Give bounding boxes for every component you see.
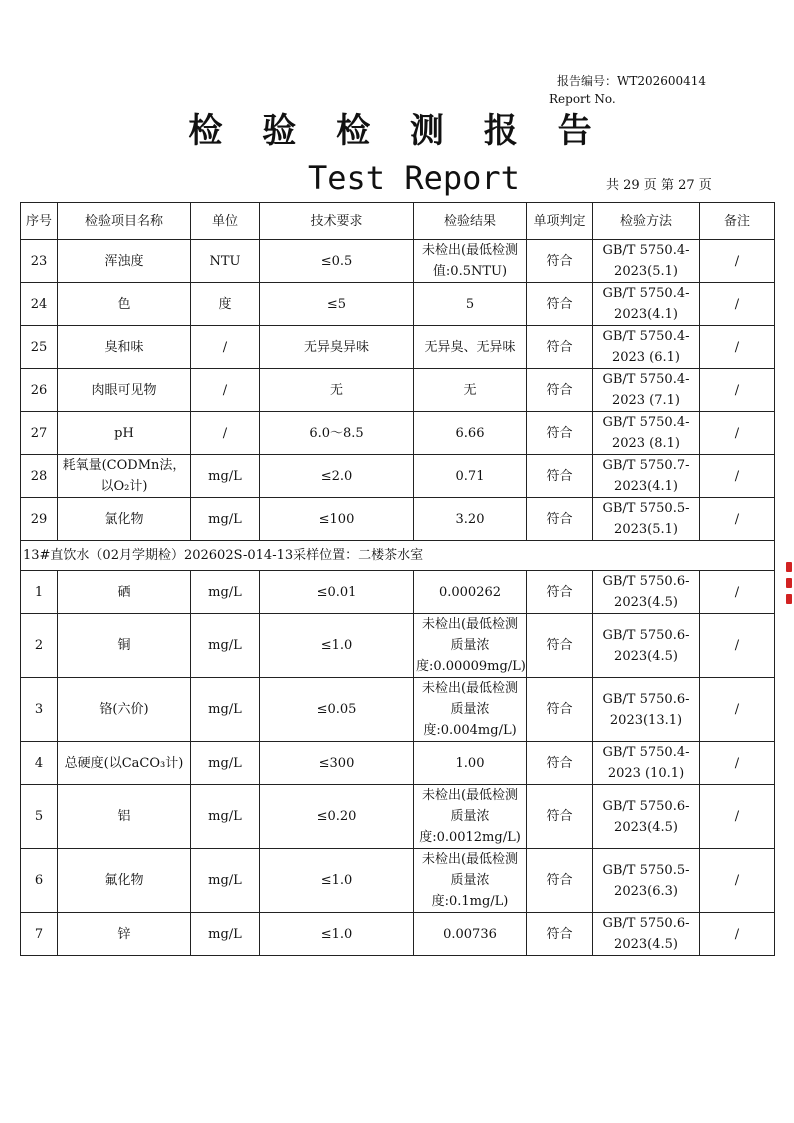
section-header-row xyxy=(21,541,775,571)
title-chinese: 检 验 检 测 报 告 xyxy=(188,111,606,151)
col-header-unit: 单位 xyxy=(191,203,260,240)
cell-item: 硒 xyxy=(58,571,191,614)
cell-note: / xyxy=(700,571,775,614)
cell-no: 24 xyxy=(21,283,58,326)
cell-result: 未检出(最低检测质量浓度:0.00009mg/L) xyxy=(414,614,527,678)
cell-unit: mg/L xyxy=(191,785,260,849)
table-row xyxy=(21,849,775,913)
cell-result: 0.000262 xyxy=(414,571,527,614)
cell-verdict: 符合 xyxy=(527,240,593,283)
col-header-no: 序号 xyxy=(21,203,58,240)
cell-note: / xyxy=(700,326,775,369)
cell-note: / xyxy=(700,498,775,541)
cell-requirement: ≤5 xyxy=(260,283,414,326)
cell-requirement: ≤2.0 xyxy=(260,455,414,498)
cell-unit: mg/L xyxy=(191,614,260,678)
col-header-requirement: 技术要求 xyxy=(260,203,414,240)
seal-fragment xyxy=(786,562,792,572)
cell-no: 5 xyxy=(21,785,58,849)
cell-item: 铝 xyxy=(58,785,191,849)
cell-note: / xyxy=(700,283,775,326)
cell-unit: mg/L xyxy=(191,913,260,956)
cell-method: GB/T 5750.4-2023(4.1) xyxy=(593,283,700,326)
cell-verdict: 符合 xyxy=(527,412,593,455)
cell-verdict: 符合 xyxy=(527,785,593,849)
cell-method: GB/T 5750.5-2023(5.1) xyxy=(593,498,700,541)
cell-unit: mg/L xyxy=(191,849,260,913)
cell-result: 5 xyxy=(414,283,527,326)
cell-method: GB/T 5750.6-2023(13.1) xyxy=(593,678,700,742)
cell-note: / xyxy=(700,785,775,849)
cell-unit: mg/L xyxy=(191,742,260,785)
cell-requirement: ≤0.20 xyxy=(260,785,414,849)
cell-item: 锌 xyxy=(58,913,191,956)
cell-method: GB/T 5750.6-2023(4.5) xyxy=(593,571,700,614)
cell-method: GB/T 5750.6-2023(4.5) xyxy=(593,785,700,849)
cell-unit: mg/L xyxy=(191,571,260,614)
cell-verdict: 符合 xyxy=(527,614,593,678)
cell-no: 4 xyxy=(21,742,58,785)
cell-requirement: ≤0.01 xyxy=(260,571,414,614)
cell-item: 浑浊度 xyxy=(58,240,191,283)
cell-result: 0.71 xyxy=(414,455,527,498)
table-row xyxy=(21,913,775,956)
cell-no: 1 xyxy=(21,571,58,614)
cell-requirement: ≤0.5 xyxy=(260,240,414,283)
table-row xyxy=(21,369,775,412)
cell-verdict: 符合 xyxy=(527,571,593,614)
cell-requirement: 无 xyxy=(260,369,414,412)
cell-method: GB/T 5750.4-2023 (10.1) xyxy=(593,742,700,785)
cell-unit: mg/L xyxy=(191,455,260,498)
report-number-label: 报告编号： xyxy=(557,74,618,88)
cell-unit: mg/L xyxy=(191,498,260,541)
cell-unit: NTU xyxy=(191,240,260,283)
cell-requirement: ≤1.0 xyxy=(260,913,414,956)
cell-verdict: 符合 xyxy=(527,849,593,913)
cell-note: / xyxy=(700,369,775,412)
cell-result: 未检出(最低检测值:0.5NTU) xyxy=(414,240,527,283)
results-table xyxy=(20,202,775,956)
cell-item: 总硬度(以CaCO₃计) xyxy=(58,742,191,785)
cell-note: / xyxy=(700,742,775,785)
cell-note: / xyxy=(700,412,775,455)
cell-result: 无异臭、无异味 xyxy=(414,326,527,369)
cell-no: 6 xyxy=(21,849,58,913)
table-row xyxy=(21,326,775,369)
report-number-line xyxy=(549,72,706,90)
cell-item: pH xyxy=(58,412,191,455)
cell-result: 6.66 xyxy=(414,412,527,455)
col-header-item: 检验项目名称 xyxy=(58,203,191,240)
cell-result: 1.00 xyxy=(414,742,527,785)
cell-item: 耗氧量(CODMn法，以O₂计) xyxy=(58,455,191,498)
cell-item: 臭和味 xyxy=(58,326,191,369)
cell-result: 0.00736 xyxy=(414,913,527,956)
cell-requirement: ≤1.0 xyxy=(260,614,414,678)
cell-method: GB/T 5750.6-2023(4.5) xyxy=(593,913,700,956)
table-row xyxy=(21,283,775,326)
seal-stamp-edge xyxy=(786,562,792,622)
cell-verdict: 符合 xyxy=(527,742,593,785)
cell-requirement: ≤1.0 xyxy=(260,849,414,913)
cell-verdict: 符合 xyxy=(527,498,593,541)
cell-result: 未检出(最低检测质量浓度:0.004mg/L) xyxy=(414,678,527,742)
table-row xyxy=(21,742,775,785)
cell-item: 氟化物 xyxy=(58,849,191,913)
table-row xyxy=(21,785,775,849)
cell-result: 未检出(最低检测质量浓度:0.0012mg/L) xyxy=(414,785,527,849)
table-row xyxy=(21,678,775,742)
table-row xyxy=(21,412,775,455)
report-number-value: WT202600414 xyxy=(617,74,707,88)
table-row xyxy=(21,240,775,283)
cell-requirement: ≤0.05 xyxy=(260,678,414,742)
cell-no: 23 xyxy=(21,240,58,283)
cell-requirement: ≤100 xyxy=(260,498,414,541)
seal-fragment xyxy=(786,594,792,604)
cell-no: 28 xyxy=(21,455,58,498)
cell-note: / xyxy=(700,678,775,742)
col-header-verdict: 单项判定 xyxy=(527,203,593,240)
cell-no: 3 xyxy=(21,678,58,742)
cell-method: GB/T 5750.4-2023 (8.1) xyxy=(593,412,700,455)
col-header-result: 检验结果 xyxy=(414,203,527,240)
cell-verdict: 符合 xyxy=(527,326,593,369)
cell-verdict: 符合 xyxy=(527,913,593,956)
col-header-note: 备注 xyxy=(700,203,775,240)
cell-item: 肉眼可见物 xyxy=(58,369,191,412)
cell-result: 3.20 xyxy=(414,498,527,541)
cell-note: / xyxy=(700,240,775,283)
cell-result: 未检出(最低检测质量浓度:0.1mg/L) xyxy=(414,849,527,913)
cell-requirement: ≤300 xyxy=(260,742,414,785)
cell-unit: / xyxy=(191,412,260,455)
cell-method: GB/T 5750.7-2023(4.1) xyxy=(593,455,700,498)
table-row xyxy=(21,498,775,541)
cell-method: GB/T 5750.4-2023 (7.1) xyxy=(593,369,700,412)
cell-verdict: 符合 xyxy=(527,283,593,326)
title-english: Test Report xyxy=(308,159,520,197)
cell-no: 2 xyxy=(21,614,58,678)
cell-method: GB/T 5750.4-2023(5.1) xyxy=(593,240,700,283)
seal-fragment xyxy=(786,578,792,588)
cell-no: 29 xyxy=(21,498,58,541)
cell-requirement: 无异臭异味 xyxy=(260,326,414,369)
cell-note: / xyxy=(700,849,775,913)
cell-item: 铜 xyxy=(58,614,191,678)
report-number-block xyxy=(549,72,706,108)
cell-no: 7 xyxy=(21,913,58,956)
cell-no: 25 xyxy=(21,326,58,369)
cell-note: / xyxy=(700,614,775,678)
cell-method: GB/T 5750.6-2023(4.5) xyxy=(593,614,700,678)
cell-item: 色 xyxy=(58,283,191,326)
table-row xyxy=(21,455,775,498)
cell-item: 氯化物 xyxy=(58,498,191,541)
cell-result: 无 xyxy=(414,369,527,412)
cell-method: GB/T 5750.5-2023(6.3) xyxy=(593,849,700,913)
cell-note: / xyxy=(700,913,775,956)
table-row xyxy=(21,571,775,614)
cell-note: / xyxy=(700,455,775,498)
cell-requirement: 6.0～8.5 xyxy=(260,412,414,455)
table-header-row xyxy=(21,203,775,240)
table-row xyxy=(21,614,775,678)
cell-verdict: 符合 xyxy=(527,369,593,412)
page-info: 共 29 页 第 27 页 xyxy=(606,178,712,193)
cell-unit: 度 xyxy=(191,283,260,326)
cell-unit: mg/L xyxy=(191,678,260,742)
cell-verdict: 符合 xyxy=(527,678,593,742)
cell-verdict: 符合 xyxy=(527,455,593,498)
cell-unit: / xyxy=(191,326,260,369)
cell-no: 27 xyxy=(21,412,58,455)
report-number-label-en: Report No. xyxy=(549,92,616,106)
cell-item: 铬(六价) xyxy=(58,678,191,742)
col-header-method: 检验方法 xyxy=(593,203,700,240)
cell-unit: / xyxy=(191,369,260,412)
section-title: 13#直饮水（02月学期检）202602S-014-13采样位置：二楼茶水室 xyxy=(21,541,775,571)
cell-no: 26 xyxy=(21,369,58,412)
cell-method: GB/T 5750.4-2023 (6.1) xyxy=(593,326,700,369)
